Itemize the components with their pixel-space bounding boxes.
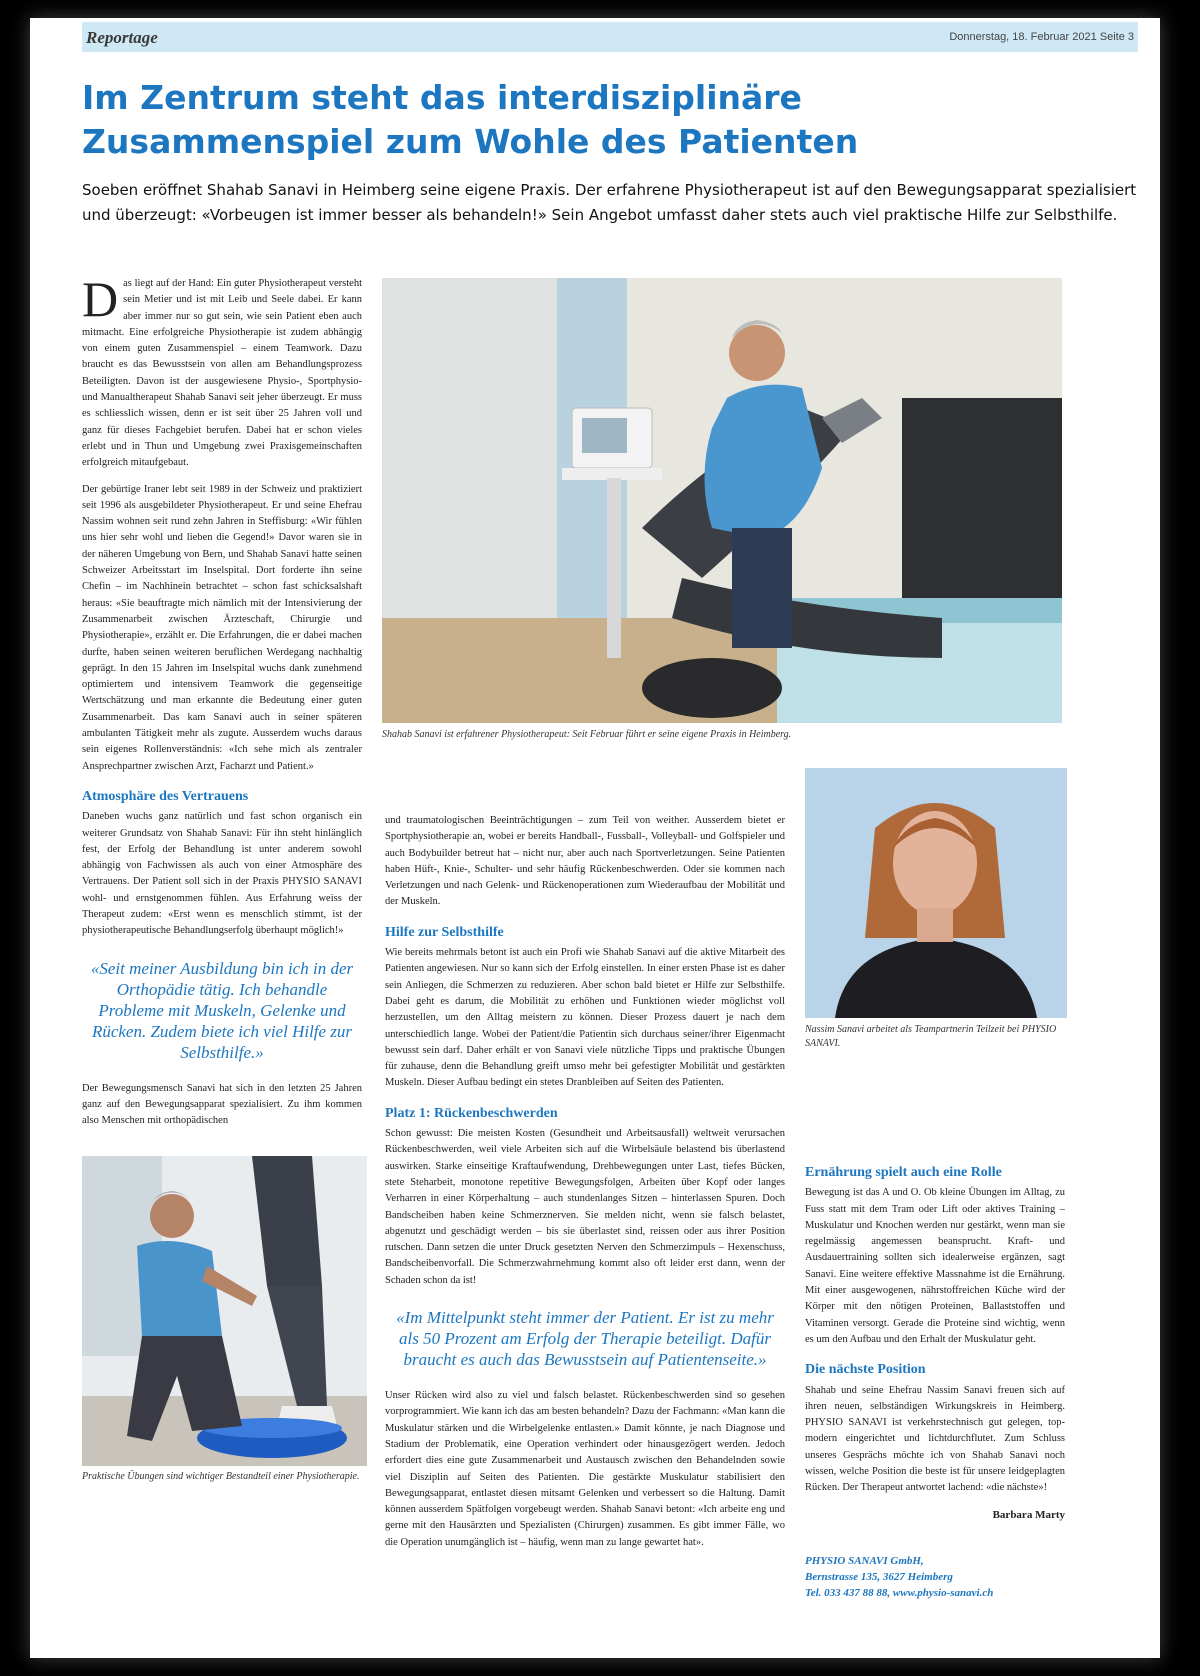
paragraph: Wie bereits mehrmals betont ist auch ein Profi wie Shahab Sanavi auf die aktive Mitarbeit des Patienten angewiesen. Nur so kann sich der Erfolg einstellen. In einer ersten Phase ist es daher sein Anliegen, die Schmerzen zu reduzieren. Aber schon bald bietet er Hilfe zur Selbsthilfe. Dabei geht es darum, die Mobilität zu erhöhen und Funktionen wieder möglichst voll herzustellen, um den Alltag meistern zu können. Dieser Prozess dauert je nach dem unterschiedlich lange. Wobei der Patient/die Patientin sich durchaus seiner/ihrer Eigenmacht bewusst sein darf. Daher erhält er von Sanavi viele nützliche Tipps und praktische Übungen für zuhause, denn die Behandlung greift umso mehr bei gefestigter Mobilität und gestärkten Muskeln. Dieser Aufbau bedingt ein stetes Dranbleiben auf Seiten des Patienten. (385, 947, 785, 1089)
page-header-band (82, 22, 1138, 52)
article-headline: Im Zentrum steht das interdisziplinäre Zusammenspiel zum Wohle des Patienten (82, 78, 859, 161)
article-lead: Soeben eröffnet Shahab Sanavi in Heimberg seine eigene Praxis. Der erfahrene Physiotherapeut ist auf den Bewegungsapparat spezialisiert und überzeugt: «Vorbeugen ist immer besser als behandeln!» Sein Angebot umfasst daher stets auch viel praktische Hilfe zur Selbsthilfe. (82, 181, 1137, 224)
column-middle (385, 813, 785, 1561)
paragraph: und traumatologischen Beeinträchtigungen – zum Teil von weither. Ausserdem bietet er Sportphysiotherapie an, wobei er bereits Handball-, Fussball-, Volleyball- und Golfspieler und auch Bodybuilder betreut hat – nicht nur, aber auch nach Sportverletzungen. Seine Patienten haben Hüft-, Knie-, Schulter- und sehr häufig Rückenbeschwerden. Oder sie kommen nach Verletzungen und nach Gelenk- und Rückenoperationen zum Wiederaufbau der Mobilität und der Muskeln. (385, 815, 785, 908)
exercise-photo-illustration (82, 1156, 367, 1466)
portrait-photo-illustration (805, 768, 1067, 1018)
paragraph: Unser Rücken wird also zu viel und falsch belastet. Rückenbeschwerden sind so gesehen vorprogrammiert. Wie kann ich das am besten behandeln? Dazu der Fachmann: «Man kann die Muskulatur stärken und die Wirbelgelenke entlasten.» Damit könnte, je nach Diagnose und Stadium der Problematik, eine Operation verhindert oder hinausgezögert werden. Jedoch erfordert dies eine gute Zusammenarbeit und Austausch zwischen den Behandelnden sowie viel Disziplin auf Seiten des Patienten. Die gestärkte Muskulatur stabilisiert den Bewegungsapparat, entlastet diesen mitsamt Gelenken und verbessert so die Haltung. Damit können ausserdem Spätfolgen vorgebeugt werden. Shahab Sanavi betont: «Ich arbeite eng und gerne mit den Hausärzten und Spezialisten (Chirurgen) zusammen. Es gibt immer Fälle, wo die Operation unumgänglich ist – häufig, wenn man zu lange gewartet hat». (385, 1390, 785, 1548)
subheading: Ernährung spielt auch eine Rolle (805, 1165, 1002, 1180)
exercise-photo (82, 1156, 367, 1466)
paragraph: Bewegung ist das A und O. Ob kleine Übungen im Alltag, zu Fuss statt mit dem Tram oder Lift oder aktives Training – Muskulatur und Knochen werden nur gestärkt, wenn man sie regelmässig angemessen beansprucht. Kraft- und Ausdauertraining sollten sich idealerweise ergänzen, sagt Sanavi. Eine weitere effektive Massnahme ist die Ernährung. Mit einer ausgewogenen, nährstoffreichen Küche wird der Körper mit den nötigen Proteinen, Ballaststoffen und Vitaminen versorgt. Gerade die Proteine sind wichtig, wenn es um den Aufbau und den Erhalt der Muskulatur geht. (805, 1187, 1065, 1345)
newspaper-page (30, 18, 1160, 1658)
paragraph: Das liegt auf der Hand: Ein guter Physiotherapeut versteht sein Metier und ist mit Leib und Seele dabei. Er kann aber immer nur so gut sein, wie sein Patient eben auch mitmacht. Eine erfolgreiche Physiotherapie ist zudem abhängig von einem guten Zusammenspiel – einem Teamwork. Dazu braucht es das Bewusstsein von allen am Behandlungsprozess Beteiligten. Davon ist der ausgewiesene Physio-, Sportphysio- und Manualtherapeut Shahab Sanavi seit jeher überzeugt. Er muss es schliesslich wissen, denn er ist seit über 25 Jahren voll und ganz für dieses Fachgebiet berufen. Dabei hat er schon vieles erlebt und in Thun und Umgebung zwei Praxisgemeinschaften erfolgreich mitaufgebaut. (82, 271, 362, 469)
contact-block (805, 1553, 1065, 1601)
drop-cap: D (82, 271, 119, 327)
physiotherapy-photo-illustration (382, 278, 1062, 723)
main-photo (382, 278, 1062, 723)
subheading: Platz 1: Rückenbeschwerden (385, 1105, 558, 1121)
column-right (805, 1151, 1065, 1601)
pull-quote: «Im Mittelpunkt steht immer der Patient. Er ist zu mehr als 50 Prozent am Erfolg der Therapie beteiligt. Dafür braucht es auch das Bewusstsein auf Patientenseite.» (396, 1308, 774, 1370)
paragraph: Der Bewegungsmensch Sanavi hat sich in den letzten 25 Jahren ganz auf den Bewegungsapparat spezialisiert. Zu ihm kommen also Menschen mit orthopädischen (82, 1082, 362, 1127)
paragraph: Shahab und seine Ehefrau Nassim Sanavi freuen sich auf ihren neuen, selbständigen Wirkungskreis in Heimberg. PHYSIO SANAVI ist verkehrstechnisch gut gelegen, top-modern eingerichtet und lichtdurchflutet. Zum Schluss unseres Gesprächs möchte ich von Shahab Sanavi noch wissen, welche Position die beste ist für unsere leidgeplagten Rücken. Der Therapeut antwortet lachend: «die nächste»! (805, 1384, 1065, 1494)
portrait-photo (805, 768, 1067, 1018)
section-label: Reportage (86, 28, 158, 47)
contact-company: PHYSIO SANAVI GmbH, (805, 1554, 924, 1567)
contact-phone-web: Tel. 033 437 88 88, www.physio-sanavi.ch (805, 1586, 994, 1599)
contact-address: Bernstrasse 135, 3627 Heimberg (805, 1570, 953, 1583)
subheading: Die nächste Position (805, 1362, 926, 1378)
paragraph: Schon gewusst: Die meisten Kosten (Gesundheit und Arbeitsausfall) weltweit verursachen Rückenbeschwerden, weil viele Arbeiten sich auf die Wirbelsäule belastend bis überlastend auswirken. Starke einseitige Kraftaufwendung, Drehbewegungen unter Last, tiefes Bücken, stete Steharbeit, monotone repetitive Bewegungsfolgen, Arbeiten über Kopf oder langes Verharren in einer Körperhaltung – auch stundenlanges Sitzen – hinterlassen Spuren. Doch Bandscheiben haben keine Schmerznerven. Sie melden nicht, wenn sie falsch belastet, abgenutzt und geschädigt werden – bis sie überlastet sind, reissen oder aus ihrer Position rutschen. Dann setzen die unter Druck gesetzten Nerven den Schmerzimpuls – Hexenschuss, Bandscheibenvorfall. Die Schmerzwahrnehmung kommt also oft leider erst dann, wenn der Schaden schon da ist! (385, 1128, 785, 1286)
author-name: Barbara Marty (992, 1508, 1065, 1521)
main-photo-caption: Shahab Sanavi ist erfahrener Physiotherapeut: Seit Februar führt er seine eigene Praxis in Heimberg. (382, 729, 792, 740)
column-left (82, 271, 362, 1139)
portrait-photo-caption: Nassim Sanavi arbeitet als Teampartnerin Teilzeit bei PHYSIO SANAVI. (805, 1024, 1057, 1049)
date-page-label: Donnerstag, 18. Februar 2021 Seite 3 (949, 31, 1134, 43)
pull-quote: «Seit meiner Ausbildung bin ich in der Orthopädie tätig. Ich behandle Probleme mit Muskeln, Gelenke und Rücken. Zudem biete ich viel Hilfe zur Selbsthilfe.» (90, 958, 354, 1062)
paragraph: Der gebürtige Iraner lebt seit 1989 in der Schweiz und praktiziert seit 1996 als ausgebildeter Physiotherapeut. Er und seine Ehefrau Nassim wohnen seit rund zehn Jahren in Steffisburg: «Wir fühlen uns hier sehr wohl und lieben die Gegend!» Davor waren sie in der näheren Umgebung von Bern, und Shahab Sanavi hatte seinen Schweizer Arbeitsstart im Inselspital. Dort forderte ihn seine Chefin – im Nachhinein betrachtet – schon fast schicksalshaft heraus: «Sie beauftragte mich nämlich mit der Intensivierung der Zusammenarbeit zwischen Ärzteschaft, Chirurgie und Physiotherapie», erzählt er. Die Erfahrungen, die er dabei machen durfte, haben seinen weiteren beruflichen Werdegang nachhaltig geprägt. In den 15 Jahren im Inselspital wuchs dank zunehmend optimiertem und intensivem Teamwork die gegenseitige Wertschätzung und man erkannte die Bedeutung einer guten Zusammenarbeit. Das kam Sanavi auch in seiner späteren ambulanten Tätigkeit mehr als zugute. Ausserdem wuchs daraus sein eigenes Rollenverständnis: «Ich sehe mich als zentraler Ansprechpartner zwischen Arzt, Facharzt und Patient.» (82, 483, 362, 772)
paragraph: Daneben wuchs ganz natürlich und fast schon organisch ein weiterer Grundsatz von Shahab Sanavi: Für ihn steht hinlänglich fest, der Erfolg der Behandlung ist unter anderem sowohl abhängig von Fachwissen als auch von einer Atmosphäre des Vertrauens. Der Patient soll sich in der Praxis PHYSIO SANAVI wohl- und ernstgenommen fühlen. Aus Erfahrung weiss der Therapeut zudem: «Erst wenn es menschlich stimmt, ist der physiotherapeutische Behandlungserfolg überhaupt möglich!» (82, 811, 362, 937)
subheading: Hilfe zur Selbsthilfe (385, 924, 504, 940)
exercise-photo-caption: Praktische Übungen sind wichtiger Bestandteil einer Physiotherapie. (82, 1471, 360, 1482)
subheading: Atmosphäre des Vertrauens (82, 788, 249, 804)
